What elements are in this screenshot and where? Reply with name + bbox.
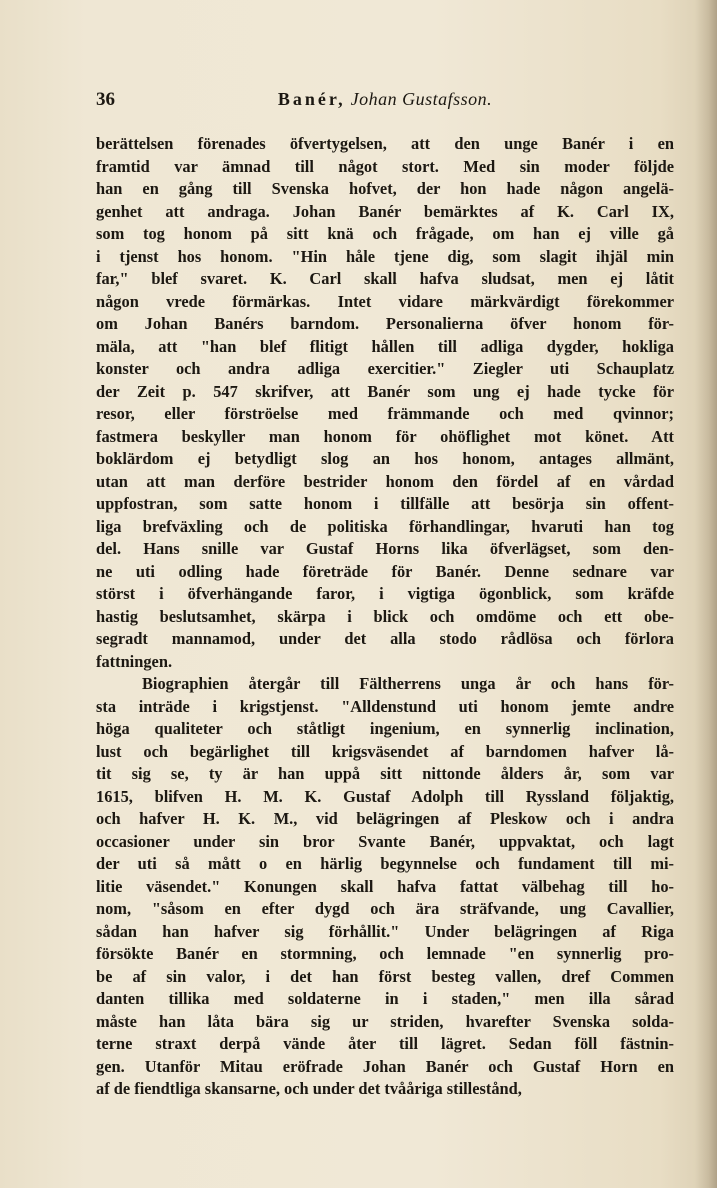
running-head: [96, 89, 674, 110]
text-line: terne straxt derpå vände åter till lägret. Sedan föll fästnin-: [96, 1034, 674, 1053]
text-line: af de fiendtliga skansarne, och under det tvååriga stillestånd,: [96, 1079, 522, 1098]
text-line: fattningen.: [96, 651, 173, 671]
text-line: störst i öfverhängande faror, i vigtiga ögonblick, som kräfde: [96, 584, 674, 603]
text-line: gen. Utanför Mitau eröfrade Johan Banér och Gustaf Horn en: [96, 1056, 674, 1076]
text-line: tit sig se, ty är han uppå sitt nittonde ålders år, som var: [96, 764, 674, 783]
text-line: mäla, att "han blef flitigt hållen till adliga dygder, hokliga: [96, 336, 674, 356]
page-header: [96, 89, 674, 113]
text-line: nom, "såsom en efter dygd och ära sträfvande, ung Cavallier,: [96, 899, 674, 918]
text-line: han en gång till Svenska hofvet, der hon hade någon angelä-: [96, 179, 674, 198]
text-line: be af sin valor, i det han först besteg vallen, dref Commen: [96, 966, 674, 986]
text-line: berättelsen förenades öfvertygelsen, att den unge Banér i en: [96, 134, 674, 153]
text-line: framtid var ämnad till något stort. Med sin moder följde: [96, 156, 674, 176]
running-head-title: Johan Gustafsson.: [350, 89, 493, 109]
text-line: liga brefväxling och de politiska förhandlingar, hvaruti han tog: [96, 516, 674, 536]
text-line: utan att man derföre bestrider honom den fördel af en vårdad: [96, 471, 674, 491]
body-text: [96, 133, 674, 1101]
text-line: lust och begärlighet till krigsväsendet af barndomen hafver lå-: [96, 741, 674, 761]
text-line: 1615, blifven H. M. K. Gustaf Adolph till Ryssland följaktig,: [96, 786, 674, 806]
text-line: som tog honom på sitt knä och frågade, om han ej ville gå: [96, 224, 674, 243]
text-line: någon vrede förmärkas. Intet vidare märkvärdigt förekommer: [96, 291, 674, 311]
text-line: och hafver H. K. M., vid belägringen af Pleskow och i andra: [96, 809, 674, 828]
running-head-name: Banér,: [277, 89, 346, 109]
text-line: ne uti odling hade företräde för Banér. Denne sednare var: [96, 561, 674, 581]
text-line: segradt mannamod, under det alla stodo rådlösa och förlora: [96, 629, 674, 648]
text-line: hastig beslutsamhet, skärpa i blick och omdöme och ett obe-: [96, 606, 674, 626]
text-line: sta inträde i krigstjenst. "Alldenstund uti honom jemte andre: [96, 696, 674, 716]
text-line: måste han låta bära sig ur striden, hvarefter Svenska solda-: [96, 1011, 674, 1031]
text-line: boklärdom ej betydligt slog an hos honom, antages allmänt,: [96, 449, 674, 468]
text-line: der uti så mått o en härlig begynnelse och fundament till mi-: [96, 854, 674, 873]
text-line: danten tillika med soldaterne in i staden," men illa sårad: [96, 989, 674, 1008]
binding-gutter: [695, 0, 717, 1188]
text-line: höga qualiteter och ståtligt ingenium, en synnerlig inclination,: [96, 719, 674, 738]
text-line: far," blef svaret. K. Carl skall hafva sludsat, men ej låtit: [96, 269, 674, 288]
text-line: der Zeit p. 547 skrifver, att Banér som ung ej hade tycke för: [96, 381, 674, 401]
text-line: försökte Banér en stormning, och lemnade "en synnerlig pro-: [96, 944, 674, 963]
text-line: uppfostran, som satte honom i tillfälle att besörja sin offent-: [96, 494, 674, 513]
text-line: Biographien återgår till Fältherrens unga år och hans för-: [142, 674, 674, 693]
page-number: 36: [96, 89, 115, 110]
text-line: om Johan Banérs barndom. Personalierna öfver honom för-: [96, 314, 674, 333]
text-line: i tjenst hos honom. "Hin håle tjene dig, som slagit ihjäl min: [96, 246, 674, 266]
text-line: konster och andra adliga exercitier." Ziegler uti Schauplatz: [96, 359, 674, 378]
text-line: litie väsendet." Konungen skall hafva fattat välbehag till ho-: [96, 876, 674, 896]
text-line: del. Hans snille var Gustaf Horns lika öfverlägset, som den-: [96, 539, 674, 558]
text-line: resor, eller förströelse med främmande och med qvinnor;: [96, 404, 674, 423]
text-line: occasioner under sin bror Svante Banér, uppvaktat, och lagt: [96, 831, 674, 851]
text-line: genhet att andraga. Johan Banér bemärktes af K. Carl IX,: [96, 201, 674, 221]
text-line: sådan han hafver sig förhållit." Under belägringen af Riga: [96, 921, 674, 941]
text-line: fastmera beskyller man honom för ohöflighet mot könet. Att: [96, 426, 674, 446]
